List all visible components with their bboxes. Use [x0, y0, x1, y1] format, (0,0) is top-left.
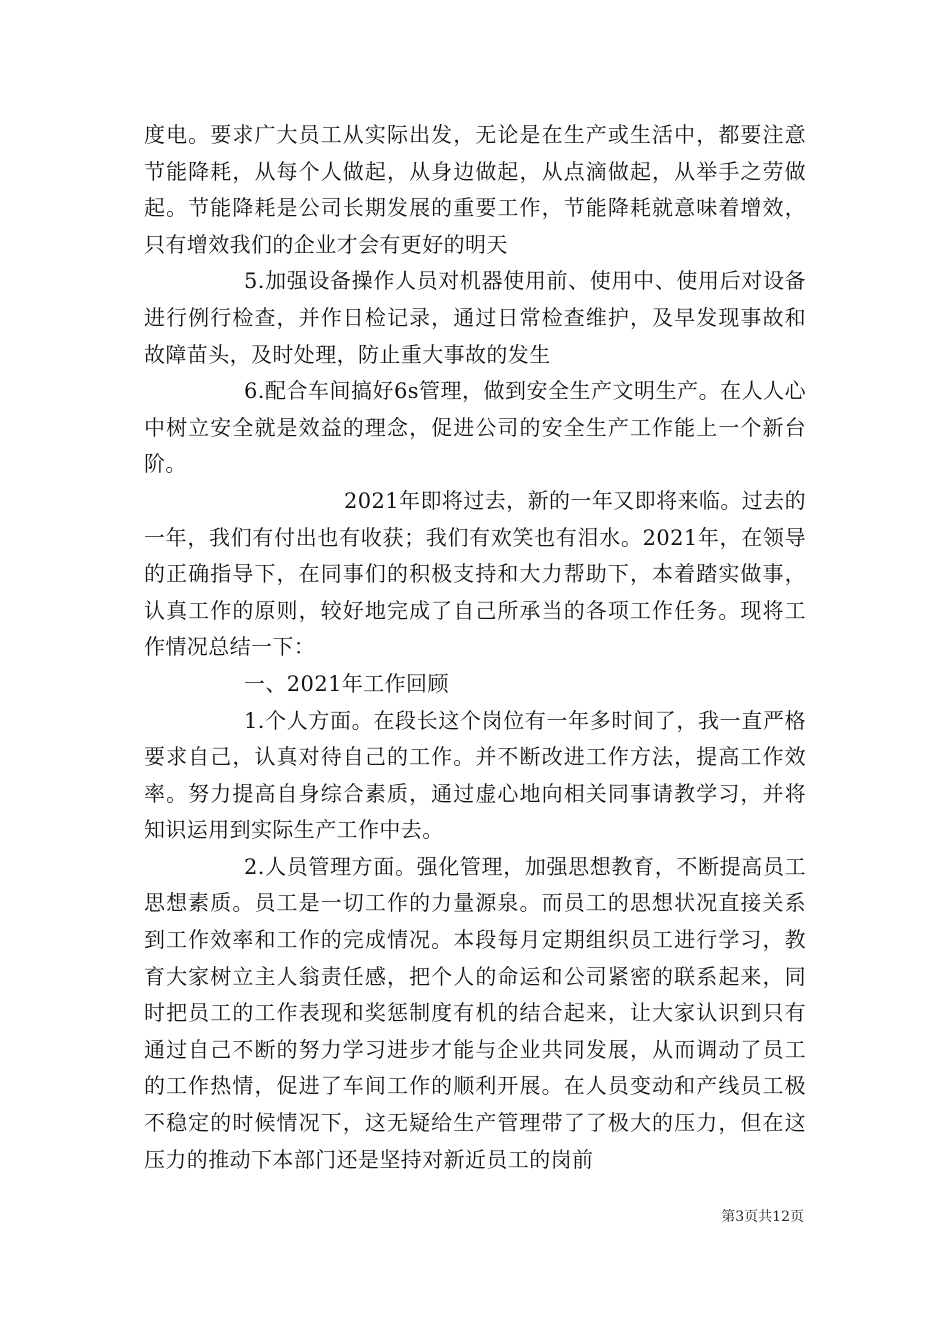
page-number-footer: 第3页共12页 — [721, 1209, 804, 1225]
paragraph-item-6: 6.配合车间搞好6s管理，做到安全生产文明生产。在人人心中树立安全就是效益的理念，促进公司的安全生产工作能上一个新台阶。 — [144, 379, 806, 477]
paragraph-staff-management: 2.人员管理方面。强化管理，加强思想教育，不断提高员工思想素质。员工是一切工作的力量源泉。而员工的思想状况直接关系到工作效率和工作的完成情况。本段每月定期组织员工进行学习，教育大家树立主人翁责任感，把个人的命运和公司紧密的联系起来，同时把员工的工作表现和奖惩制度有机的结合起来，让大家认识到只有通过自己不断的努力学习进步才能与企业共同发展，从而调动了员工的工作热情，促进了车间工作的顺利开展。在人员变动和产线员工极不稳定的时候情况下，这无疑给生产管理带了了极大的压力，但在这压力的推动下本部门还是坚持对新近员工的岗前 — [144, 854, 806, 1172]
paragraph-personal: 1.个人方面。在段长这个岗位有一年多时间了，我一直严格要求自己，认真对待自己的工作。并不断改进工作方法，提高工作效率。努力提高自身综合素质，通过虚心地向相关同事请教学习，并将知识运用到实际生产工作中去。 — [144, 708, 806, 843]
paragraph-energy-saving: 度电。要求广大员工从实际出发，无论是在生产或生活中，都要注意节能降耗，从每个人做起，从身边做起，从点滴做起，从举手之劳做起。节能降耗是公司长期发展的重要工作，节能降耗就意味着增效，只有增效我们的企业才会有更好的明天 — [144, 123, 806, 257]
paragraph-item-5: 5.加强设备操作人员对机器使用前、使用中、使用后对设备进行例行检查，并作日检记录，通过日常检查维护，及早发现事故和故障苗头，及时处理，防止重大事故的发生 — [144, 269, 806, 367]
section-heading: 一、2021年工作回顾 — [244, 671, 449, 696]
document-body — [144, 117, 806, 1178]
paragraph-summary-intro: 2021年即将过去，新的一年又即将来临。过去的一年，我们有付出也有收获；我们有欢笑也有泪水。2021年，在领导的正确指导下，在同事们的积极支持和大力帮助下，本着踏实做事，认真工作的原则，较好地完成了自己所承当的各项工作任务。现将工作情况总结一下： — [144, 488, 806, 660]
